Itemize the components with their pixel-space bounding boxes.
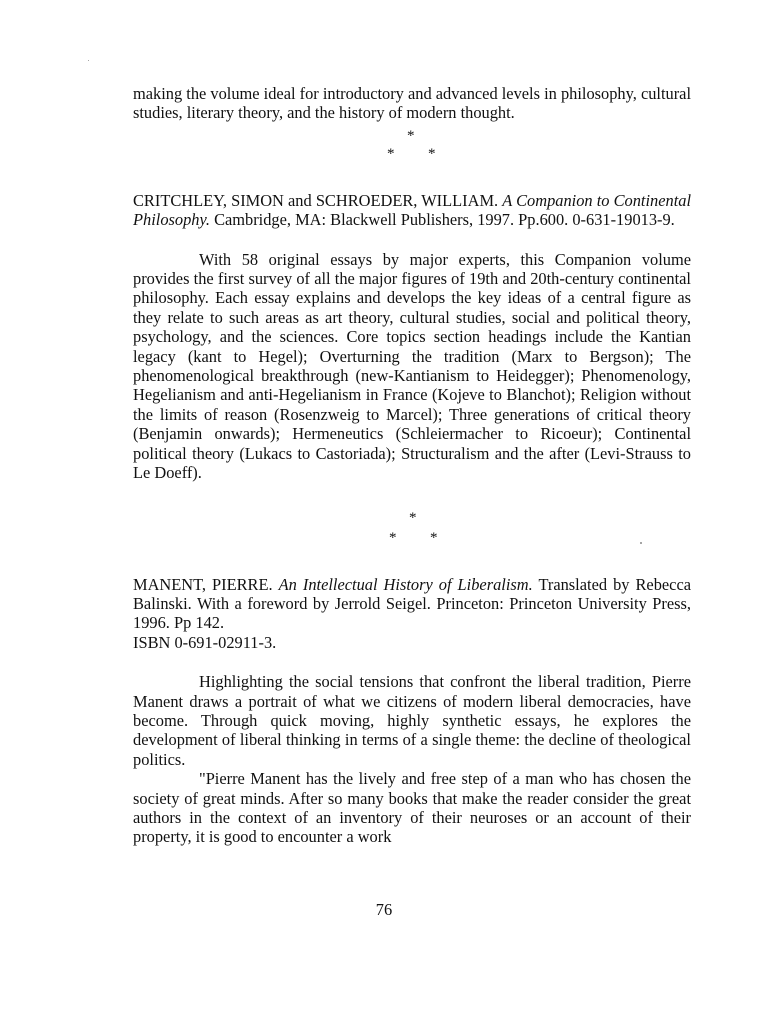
entry-citation xyxy=(133,191,691,230)
entry-author: MANENT, PIERRE. xyxy=(133,574,273,594)
separator-asterisk: * xyxy=(389,529,397,546)
separator-asterisk: * xyxy=(430,529,438,546)
entry-description: Highlighting the social tensions that confront the liberal tradition, Pierre Manent draws a portrait of what we citizens of modern liberal democracies, have become. Through quick moving, highly synthetic essays, he explores the development of liberal thinking in terms of a single theme: the decline of theological politics. xyxy=(133,672,691,769)
separator-asterisk: * xyxy=(387,145,395,162)
section-separator xyxy=(133,511,691,547)
entry-description: With 58 original essays by major experts, this Companion volume provides the first survey of all the major figures of 19th and 20th-century continental philosophy. Each essay explains and develops the key ideas of a central figure as they relate to such areas as art theory, cultural studies, social and political theory, psychology, and the sciences. Core topics section headings include the Kantian legacy (kant to Hegel); Overturning the tradition (Marx to Bergson); The phenomenological breakthrough (new-Kantianism to Heidegger); Phenomenology, Hegelianism and anti-Hegelianism in France (Kojeve to Blanchot); Religion without the limits of reason (Rosenzweig to Marcel); Three generations of critical theory (Benjamin onwards); Hermeneutics (Schleiermacher to Ricoeur); Continental political theory (Lukacs to Castoriada); Structuralism and the after (Levi-Strauss to Le Doeff). xyxy=(133,249,691,483)
separator-asterisk: * xyxy=(409,509,417,526)
page-number: 76 xyxy=(375,900,393,919)
section-separator xyxy=(133,125,691,161)
continued-paragraph: making the volume ideal for introductory and advanced levels in philosophy, cultural studies, literary theory, and the history of modern thought. xyxy=(133,84,691,123)
entry-publication: Cambridge, MA: Blackwell Publishers, 1997. Pp.600. 0-631-19013-9. xyxy=(214,210,675,230)
separator-asterisk: * xyxy=(428,145,436,162)
entry-title: An Intellectual History of Liberalism. xyxy=(278,574,533,594)
entry-publication: Translated by Rebecca Balinski. With a foreword by Jerrold Seigel. Princeton: Princeton University Press, 1996. Pp 142. xyxy=(133,574,691,633)
entry-title: A Companion to Continental Philosophy. xyxy=(133,190,692,230)
text-column xyxy=(133,84,691,847)
separator-asterisk: * xyxy=(407,127,415,144)
entry-isbn: ISBN 0-691-02911-3. xyxy=(133,632,277,652)
entry-citation xyxy=(133,575,691,633)
scan-speck xyxy=(640,542,642,544)
scan-speck xyxy=(88,60,89,61)
entry-quote: "Pierre Manent has the lively and free step of a man who has chosen the society of great minds. After so many books that make the reader consider the great authors in the context of an inventory of their neuroses or an account of their property, it is good to encounter a work xyxy=(133,769,691,847)
entry-authors: CRITCHLEY, SIMON and SCHROEDER, WILLIAM. xyxy=(133,190,499,210)
